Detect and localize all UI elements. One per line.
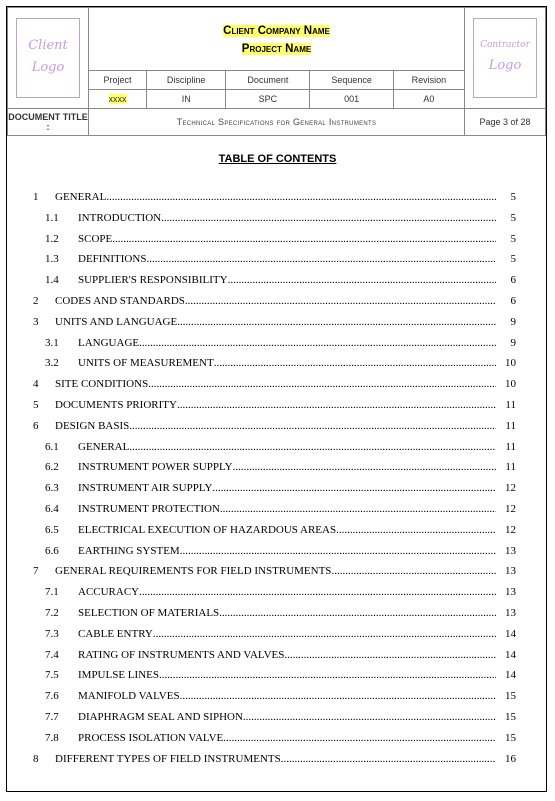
toc-entry-page: 11 <box>505 399 516 411</box>
toc-dot-leader <box>233 461 496 473</box>
toc-entry-page: 14 <box>505 648 516 661</box>
val-discipline: IN <box>147 90 226 109</box>
toc-entry-title: INSTRUMENT POWER SUPPLY <box>78 461 233 474</box>
toc-dot-leader <box>129 441 496 453</box>
toc-entry-page: 14 <box>505 627 516 640</box>
toc-entry-number: 7.7 <box>45 711 59 723</box>
toc-entry-number: 3 <box>33 315 39 328</box>
toc-entry-page: 15 <box>505 690 516 703</box>
contractor-logo: Contractor Logo <box>473 18 537 98</box>
toc-title: TABLE OF CONTENTS <box>218 153 337 165</box>
toc-entry-title: GENERAL <box>55 191 107 203</box>
toc-entry[interactable] <box>7 645 548 661</box>
toc-entry-number: 7.8 <box>45 731 59 744</box>
toc-dot-leader <box>220 503 496 515</box>
toc-entry-page: 13 <box>505 586 516 599</box>
toc-entry[interactable] <box>7 312 548 328</box>
toc-entry-page: 12 <box>505 482 516 495</box>
toc-dot-leader <box>148 378 496 390</box>
toc-entry[interactable] <box>7 749 548 765</box>
toc-dot-leader <box>243 711 496 723</box>
toc-entry-title: UNITS OF MEASUREMENT <box>78 357 214 370</box>
toc-entry[interactable] <box>7 353 548 369</box>
toc-entry[interactable] <box>7 395 548 411</box>
toc-entry-page: 15 <box>505 711 516 723</box>
toc-entry-title: CABLE ENTRY <box>78 627 153 640</box>
toc-entry-number: 6.3 <box>45 482 59 495</box>
company-title-cell <box>89 8 465 71</box>
toc-entry-number: 7.1 <box>45 586 59 599</box>
toc-dot-leader <box>281 753 496 765</box>
toc-entry-title: PROCESS ISOLATION VALVE <box>78 731 224 744</box>
document-page <box>6 6 547 792</box>
toc-entry[interactable] <box>7 249 548 265</box>
toc-dot-leader <box>284 649 496 661</box>
toc-entry-page: 13 <box>505 565 516 578</box>
toc-dot-leader <box>177 399 496 411</box>
toc-dot-leader <box>112 233 496 245</box>
toc-entry-page: 10 <box>505 357 516 370</box>
toc-dot-leader <box>180 690 496 702</box>
toc-entry[interactable] <box>7 478 548 494</box>
toc-dot-leader <box>129 420 496 432</box>
toc-entry-title: IMPULSE LINES <box>78 669 159 682</box>
project-name: Project Name <box>241 43 312 55</box>
col-revision: Revision <box>393 71 464 90</box>
val-revision: A0 <box>393 90 464 109</box>
toc-dot-leader <box>106 191 496 203</box>
toc-entry-number: 7.3 <box>45 627 59 640</box>
toc-entry-title: ELECTRICAL EXECUTION OF HAZARDOUS AREAS <box>78 523 337 536</box>
toc-entry-number: 7.4 <box>45 648 59 661</box>
toc-entry[interactable] <box>7 707 548 723</box>
toc-entry-page: 6 <box>510 274 516 287</box>
toc-entry[interactable] <box>7 374 548 390</box>
toc-entry[interactable] <box>7 416 548 432</box>
toc-entry[interactable] <box>7 457 548 473</box>
toc-entry[interactable] <box>7 229 548 245</box>
client-logo-cell <box>8 8 89 109</box>
val-project: xxxx <box>89 90 147 109</box>
toc-entry-number: 7.2 <box>45 607 59 619</box>
toc-entry-number: 8 <box>33 752 39 765</box>
toc-entry[interactable] <box>7 270 548 286</box>
toc-entry-title: ACCURACY <box>78 586 140 599</box>
toc-entry-number: 6.4 <box>45 503 59 515</box>
toc-entry-page: 9 <box>510 315 516 328</box>
toc-entry-number: 1 <box>33 191 39 203</box>
col-discipline: Discipline <box>147 71 226 90</box>
toc-entry-number: 1.1 <box>45 211 59 224</box>
toc-entry-number: 6.5 <box>45 523 59 536</box>
col-project: Project <box>89 71 147 90</box>
toc-entry-number: 7 <box>33 565 39 578</box>
toc-dot-leader <box>139 586 496 598</box>
toc-entry-title: EARTHING SYSTEM <box>78 544 180 557</box>
toc-dot-leader <box>153 628 496 640</box>
toc-entry-number: 3.1 <box>45 336 59 349</box>
doc-title-label: DOCUMENT TITLE : <box>8 109 89 136</box>
toc-entry-page: 12 <box>505 523 516 536</box>
toc-entry-title: MANIFOLD VALVES <box>78 690 180 703</box>
toc-entry-number: 6.6 <box>45 544 59 557</box>
toc-entry-title: SCOPE <box>78 232 113 245</box>
toc-entry[interactable] <box>7 437 548 453</box>
page-number: Page 3 of 28 <box>465 109 546 136</box>
toc-entry-page: 11 <box>505 419 516 432</box>
toc-entry-page: 9 <box>510 336 516 349</box>
toc-entry[interactable] <box>7 208 548 224</box>
toc-entry-title: INTRODUCTION <box>78 211 162 224</box>
toc-entry-page: 14 <box>505 669 516 682</box>
toc-entry-page: 12 <box>505 503 516 515</box>
toc-entry-number: 7.5 <box>45 669 59 682</box>
col-sequence: Sequence <box>310 71 393 90</box>
toc-entry-title: DESIGN BASIS <box>55 419 130 432</box>
toc-entry-title: UNITS AND LANGUAGE <box>55 315 178 328</box>
company-name: Client Company Name <box>223 25 330 37</box>
toc-entry[interactable] <box>7 582 548 598</box>
toc-entry-number: 2 <box>33 295 39 307</box>
toc-entry-title: SITE CONDITIONS <box>55 378 149 391</box>
toc-dot-leader <box>219 607 496 619</box>
toc-dot-leader <box>159 669 496 681</box>
contractor-logo-cell <box>465 8 546 109</box>
toc-entry-number: 1.4 <box>45 274 59 287</box>
toc-entry-page: 13 <box>505 607 516 619</box>
toc-dot-leader <box>180 545 496 557</box>
toc-entry-title: INSTRUMENT PROTECTION <box>78 503 220 515</box>
toc-dot-leader <box>331 565 496 577</box>
toc-entry-number: 1.3 <box>45 253 59 266</box>
toc-entry-number: 1.2 <box>45 232 59 245</box>
toc-entry[interactable] <box>7 728 548 744</box>
toc-entry-number: 6 <box>33 419 39 432</box>
toc-entry-title: INSTRUMENT AIR SUPPLY <box>78 482 213 495</box>
toc-entry-page: 5 <box>510 232 516 245</box>
toc-dot-leader <box>185 295 496 307</box>
toc-dot-leader <box>228 274 496 286</box>
toc-entry-number: 4 <box>33 378 39 391</box>
toc-dot-leader <box>336 524 496 536</box>
toc-entry-page: 11 <box>505 440 516 453</box>
toc-entry-title: DOCUMENTS PRIORITY <box>55 399 177 411</box>
toc-dot-leader <box>214 357 496 369</box>
toc-entry[interactable] <box>7 499 548 515</box>
val-document: SPC <box>226 90 310 109</box>
toc-dot-leader <box>212 482 496 494</box>
toc-entry-page: 10 <box>505 378 516 391</box>
toc-entry-title: SELECTION OF MATERIALS <box>78 607 220 619</box>
doc-title: Technical Specifications for General Instruments <box>89 109 465 136</box>
toc-entry[interactable] <box>7 665 548 681</box>
toc-entry[interactable] <box>7 520 548 536</box>
toc-entry-page: 5 <box>510 191 516 203</box>
toc-entry-title: DEFINITIONS <box>78 253 147 266</box>
toc-entry-page: 15 <box>505 731 516 744</box>
toc-entry-number: 3.2 <box>45 357 59 370</box>
client-logo: Client Logo <box>16 18 80 98</box>
toc-entry-page: 16 <box>505 752 516 765</box>
toc-dot-leader <box>177 316 496 328</box>
toc-entry-title: CODES AND STANDARDS <box>55 295 185 307</box>
toc-entry-page: 13 <box>505 544 516 557</box>
toc-entry-page: 5 <box>510 253 516 266</box>
toc-entry[interactable] <box>7 603 548 619</box>
toc-entry-number: 7.6 <box>45 690 59 703</box>
toc-entry[interactable] <box>7 291 548 307</box>
toc-entry-title: GENERAL REQUIREMENTS FOR FIELD INSTRUMENTS <box>55 565 332 578</box>
toc-entry-page: 6 <box>510 295 516 307</box>
toc-entry[interactable] <box>7 333 548 349</box>
toc-entry-title: DIFFERENT TYPES OF FIELD INSTRUMENTS <box>55 752 281 765</box>
toc-entry[interactable] <box>7 187 548 203</box>
val-sequence: 001 <box>310 90 393 109</box>
toc-entry-title: GENERAL <box>78 440 130 453</box>
document-header <box>7 7 546 136</box>
toc-dot-leader <box>139 337 496 349</box>
toc-entry-page: 11 <box>505 461 516 474</box>
col-document: Document <box>226 71 310 90</box>
toc-dot-leader <box>161 212 496 224</box>
toc-entry-number: 6.2 <box>45 461 59 474</box>
toc-dot-leader <box>146 253 496 265</box>
toc-entry-title: RATING OF INSTRUMENTS AND VALVES <box>78 648 285 661</box>
toc-entry[interactable] <box>7 561 548 577</box>
toc-entry[interactable] <box>7 541 548 557</box>
toc-dot-leader <box>223 732 496 744</box>
toc-entry[interactable] <box>7 686 548 702</box>
toc-entry-title: DIAPHRAGM SEAL AND SIPHON <box>78 711 243 723</box>
toc-entry[interactable] <box>7 624 548 640</box>
toc-entry-title: SUPPLIER'S RESPONSIBILITY <box>78 274 228 287</box>
toc-entry-number: 6.1 <box>45 440 59 453</box>
toc-entry-title: LANGUAGE <box>78 336 140 349</box>
toc-entry-number: 5 <box>33 399 39 411</box>
toc-entry-page: 5 <box>510 211 516 224</box>
